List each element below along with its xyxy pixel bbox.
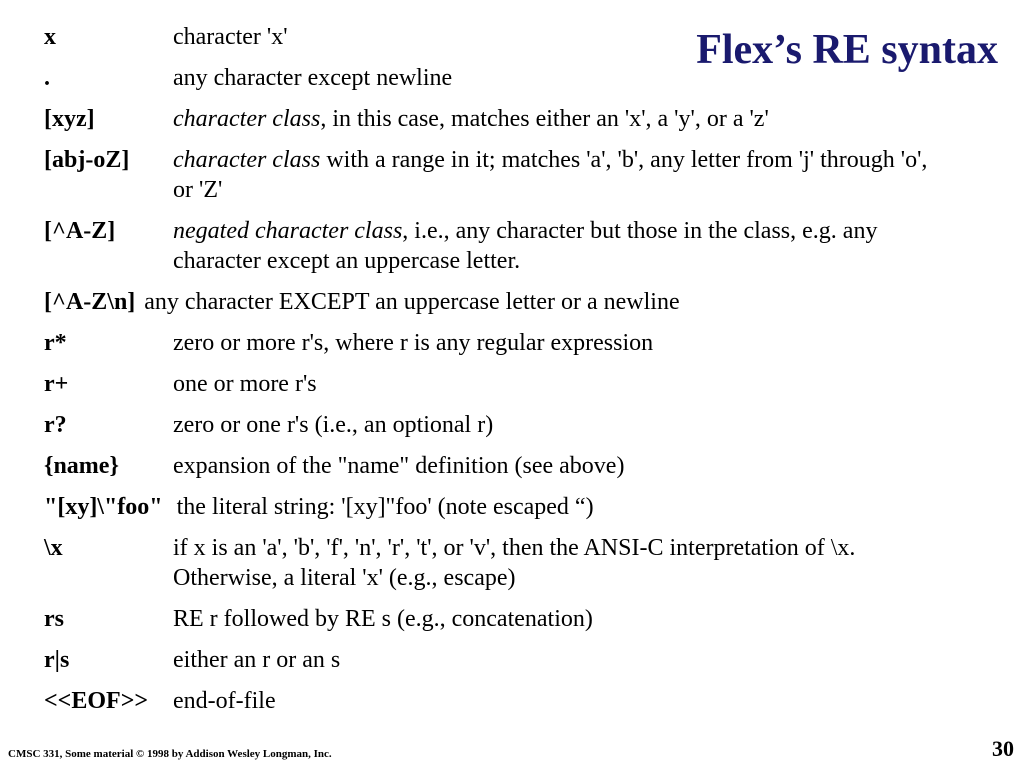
syntax-term: [xyz] [44,106,95,132]
syntax-term: [^A-Z\n] [44,289,136,315]
syntax-term: r* [44,330,67,356]
syntax-term: r? [44,412,67,438]
syntax-term: <<EOF>> [44,688,149,714]
syntax-description: if x is an 'a', 'b', 'f', 'n', 'r', 't', or 'v', then the ANSI-C interpretation of \x. Otherwise, a literal 'x' (e.g., escape) [173,535,856,591]
syntax-description: the literal string: '[xy]"foo' (note escaped “) [176,494,594,520]
syntax-row [44,645,944,675]
syntax-term: r|s [44,647,70,673]
syntax-description: any character except newline [173,65,453,91]
syntax-description: character 'x' [173,24,288,50]
syntax-row [44,410,944,440]
syntax-row [44,287,944,317]
syntax-row [44,63,944,93]
syntax-row [44,451,944,481]
syntax-row [44,22,944,52]
syntax-term: "[xy]\"foo" [44,494,163,520]
syntax-term: [^A-Z] [44,218,116,244]
syntax-description: RE r followed by RE s (e.g., concatenation) [173,606,593,632]
slide-title: Flex’s RE syntax [696,27,998,73]
page-number: 30 [992,736,1014,761]
footer-copyright: CMSC 331, Some material © 1998 by Addison Wesley Longman, Inc. [8,748,332,760]
syntax-description: zero or one r's (i.e., an optional r) [173,412,494,438]
syntax-term: x [44,24,56,50]
syntax-row [44,492,944,522]
syntax-description: character class with a range in it; matches 'a', 'b', any letter from 'j' through 'o', or 'Z' [173,147,928,203]
syntax-row [44,369,944,399]
syntax-description: negated character class, i.e., any character but those in the class, e.g. any character except an uppercase letter. [173,218,878,274]
syntax-term: {name} [44,453,119,479]
syntax-term: . [44,65,50,91]
syntax-row [44,533,944,593]
syntax-description: zero or more r's, where r is any regular expression [173,330,654,356]
syntax-term: r+ [44,371,69,397]
syntax-row [44,104,944,134]
syntax-description: character class, in this case, matches either an 'x', a 'y', or a 'z' [173,106,769,132]
syntax-row [44,216,944,276]
syntax-row [44,328,944,358]
syntax-term: rs [44,606,64,632]
syntax-description: either an r or an s [173,647,341,673]
syntax-description: one or more r's [173,371,317,397]
syntax-term: \x [44,535,63,561]
syntax-description: any character EXCEPT an uppercase letter or a newline [144,289,680,315]
syntax-table [44,22,944,727]
syntax-row [44,686,944,716]
syntax-row [44,145,944,205]
syntax-term: [abj-oZ] [44,147,130,173]
syntax-description: expansion of the "name" definition (see above) [173,453,625,479]
syntax-row [44,604,944,634]
syntax-description: end-of-file [173,688,276,714]
